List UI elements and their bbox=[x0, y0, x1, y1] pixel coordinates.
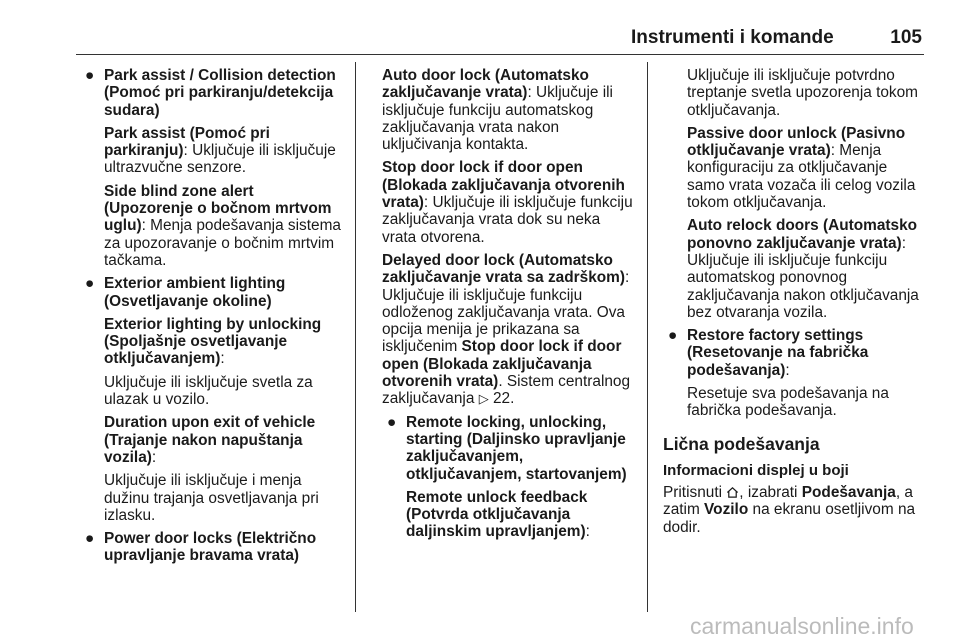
paragraph: Passive door unlock (Pasivno otključavanje vrata): Menja konfiguraciju za otključavanje samo vrata vozača ili celog vozila tokom otključavanja. bbox=[687, 124, 916, 212]
page-title: Instrumenti i komande bbox=[631, 27, 834, 48]
paragraph: Uključuje ili isključuje potvrdno treptanje svetla upozorenja tokom otključavanja. bbox=[687, 67, 918, 119]
paragraph: Auto door lock (Automatsko zaključavanje vrata): Uključuje ili isključuje funkciju automatskog zaključavanja vrata nakon uključivanja kontakta. bbox=[382, 67, 613, 154]
paragraph: Resetuje sva podešavanja na fabrička podešavanja. bbox=[687, 385, 889, 420]
page-number: 105 bbox=[890, 27, 922, 48]
bullet-icon: ● bbox=[387, 413, 397, 431]
list-item: ● Exterior ambient lighting (Osvetljavanje okoline) bbox=[85, 275, 286, 310]
paragraph: Duration upon exit of vehicle (Trajanje nakon napuštanja vozila): bbox=[104, 414, 316, 466]
list-item: ● Remote locking, unlocking, starting (Daljinsko upravljanje zaključavanjem, otključavanjem, startovanjem) bbox=[387, 413, 627, 483]
paragraph: Exterior lighting by unlocking (Spoljašnje osvetljavanje otključavanjem): bbox=[104, 315, 322, 368]
paragraph: Uključuje ili isključuje i menja dužinu trajanja osvetljavanja pri izlasku. bbox=[104, 472, 319, 524]
section-heading: Lična podešavanja bbox=[663, 433, 820, 454]
paragraph: Remote unlock feedback (Potvrda otključavanja daljinskim upravljanjem): bbox=[406, 488, 590, 541]
section-subheading: Informacioni displej u boji bbox=[663, 461, 849, 479]
list-item: ● Power door locks (Električno upravljanje bravama vrata) bbox=[85, 530, 317, 565]
column-divider bbox=[647, 62, 648, 612]
paragraph: Delayed door lock (Automatsko zaključavanje vrata sa zadrškom): Uključuje ili isključuje funkciju odloženog zaključavanja vrata. Ova opcija menija je prikazana sa isključenim Stop door lock if door open (Blokada zaključavanja otvorenih vrata). Sistem centralnog zaključavanja ▷ 22. bbox=[382, 251, 631, 408]
column-3 bbox=[663, 67, 925, 542]
column-1 bbox=[80, 67, 346, 571]
paragraph: Auto relock doors (Automatsko ponovno zaključavanje vrata): Uključuje ili isključuje funkciju automatskog ponovnog zaključavanja nakon otključavanja bez otvaranja vozila. bbox=[687, 217, 919, 321]
page-header bbox=[76, 26, 924, 55]
paragraph: Park assist (Pomoć pri parkiranju): Uključuje ili isključuje ultrazvučne senzore. bbox=[104, 124, 336, 177]
paragraph: Side blind zone alert (Upozorenje o bočnom mrtvom uglu): Menja podešavanja sistema za upozoravanje o bočnim mrtvim tačkama. bbox=[104, 182, 341, 269]
bullet-icon: ● bbox=[85, 530, 95, 548]
section-body: Pritisnuti , izabrati Podešavanja, a zatim Vozilo na ekranu osetljivom na dodir. bbox=[663, 483, 916, 536]
paragraph: Uključuje ili isključuje svetla za ulazak u vozilo. bbox=[104, 373, 313, 409]
watermark: carmanualsonline.info bbox=[690, 613, 914, 639]
paragraph: Stop door lock if door open (Blokada zaključavanja otvorenih vrata): Uključuje ili isključuje funkciju zaključavanja vrata dok su neka vrata otvorena. bbox=[382, 159, 633, 246]
column-divider bbox=[355, 62, 356, 612]
bullet-icon: ● bbox=[85, 275, 95, 293]
bullet-icon: ● bbox=[668, 327, 678, 345]
column-2 bbox=[382, 67, 638, 547]
list-item: ● Park assist / Collision detection (Pomoć pri parkiranju/detekcija sudara) bbox=[85, 67, 336, 119]
home-icon bbox=[726, 486, 739, 499]
bullet-icon: ● bbox=[85, 67, 95, 84]
list-item: ● Restore factory settings (Resetovanje na fabrička podešavanja): bbox=[668, 327, 869, 379]
